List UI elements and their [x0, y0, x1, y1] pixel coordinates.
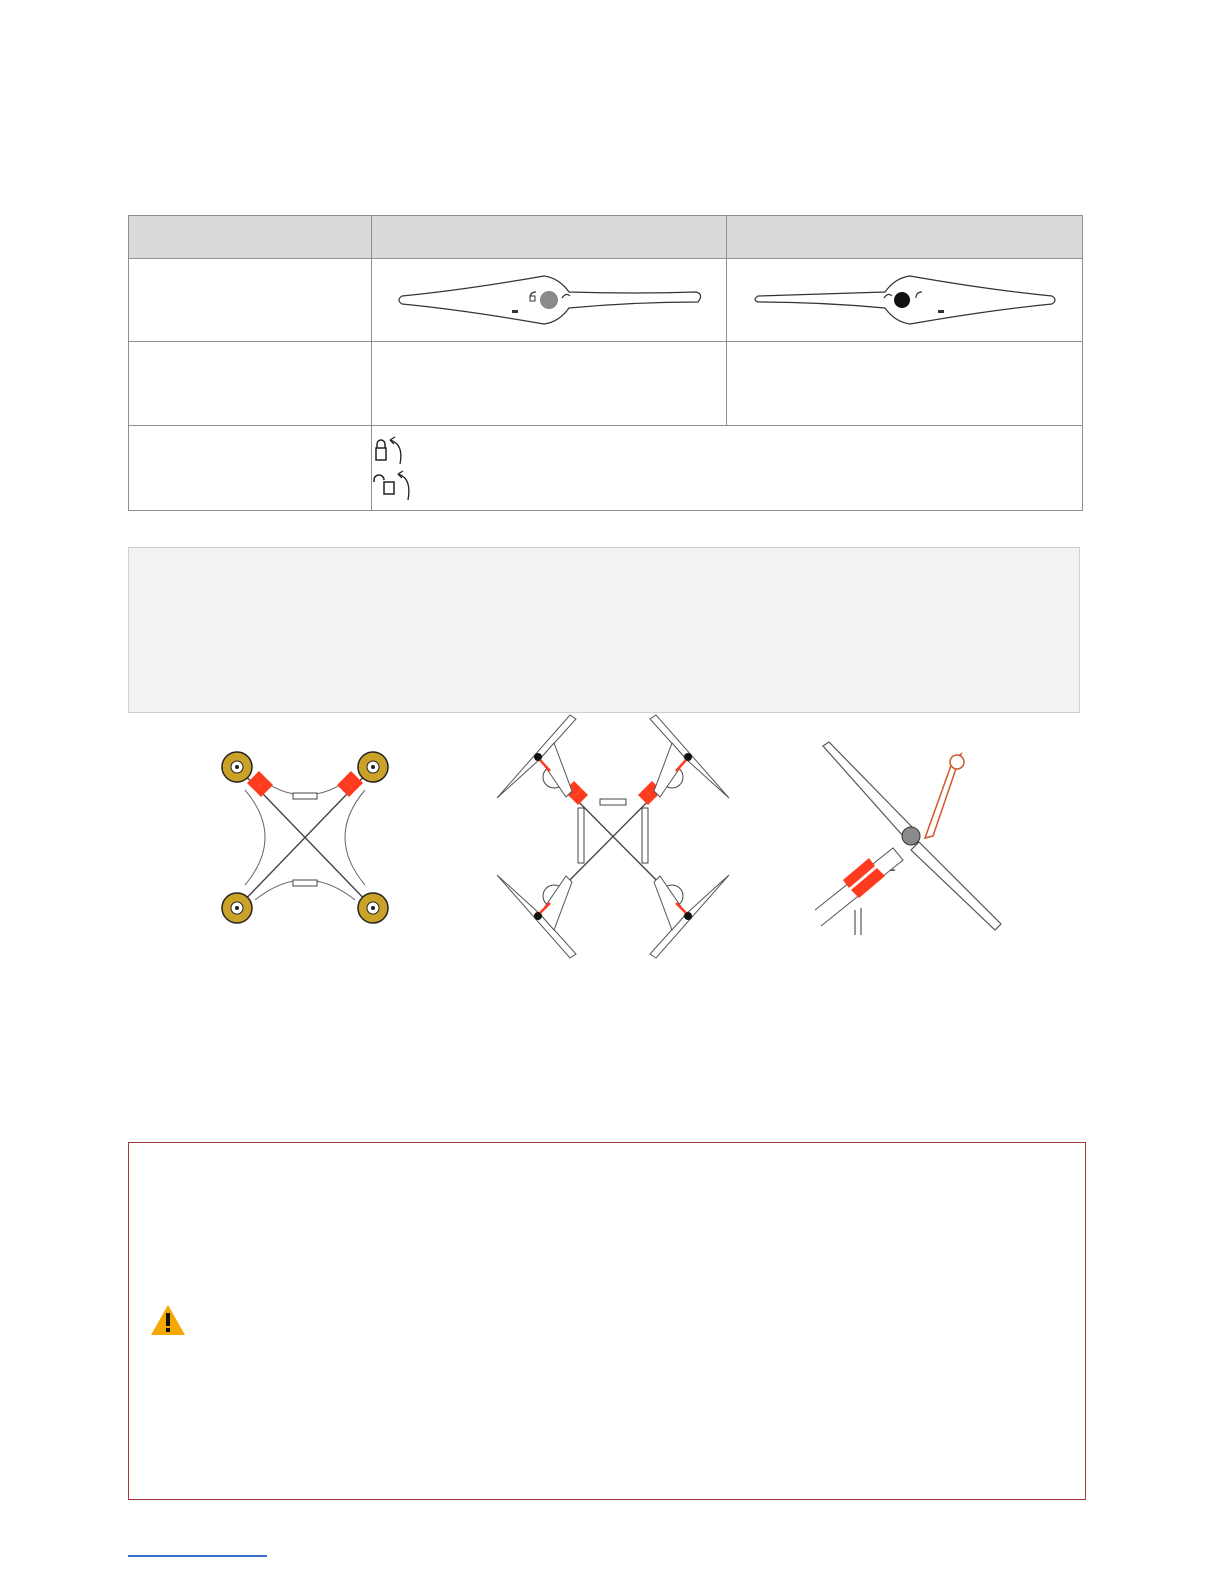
- propeller-spec-table: [128, 215, 1083, 511]
- aircraft-frame-motors-illustration: [215, 745, 395, 930]
- table-row: [129, 259, 1083, 342]
- row-label: [129, 342, 372, 425]
- unlock-icon: [372, 468, 412, 502]
- propeller-attachment-illustration: [492, 713, 734, 960]
- footer-link-underline[interactable]: [128, 1555, 267, 1557]
- header-cell: [372, 216, 727, 259]
- table-cell: [372, 342, 727, 425]
- grey-hub-propeller-illustration: [394, 270, 704, 330]
- lock-icon: [372, 434, 406, 468]
- unlock-legend-line: [372, 468, 1082, 502]
- row-label: [129, 425, 372, 510]
- table-row: [129, 425, 1083, 510]
- lock-legend-cell: [372, 425, 1083, 510]
- lock-legend-line: [372, 434, 1082, 468]
- table-cell: [372, 259, 727, 342]
- warning-icon: [149, 1303, 187, 1337]
- header-cell: [727, 216, 1083, 259]
- table-row: [129, 342, 1083, 425]
- black-hub-propeller-illustration: [750, 270, 1060, 330]
- header-cell: [129, 216, 372, 259]
- propeller-wrench-illustration: [815, 740, 1007, 935]
- table-header-row: [129, 216, 1083, 259]
- row-label: [129, 259, 372, 342]
- table-cell: [727, 259, 1083, 342]
- note-box: [128, 547, 1080, 713]
- table-cell: [727, 342, 1083, 425]
- warning-box: [128, 1142, 1086, 1500]
